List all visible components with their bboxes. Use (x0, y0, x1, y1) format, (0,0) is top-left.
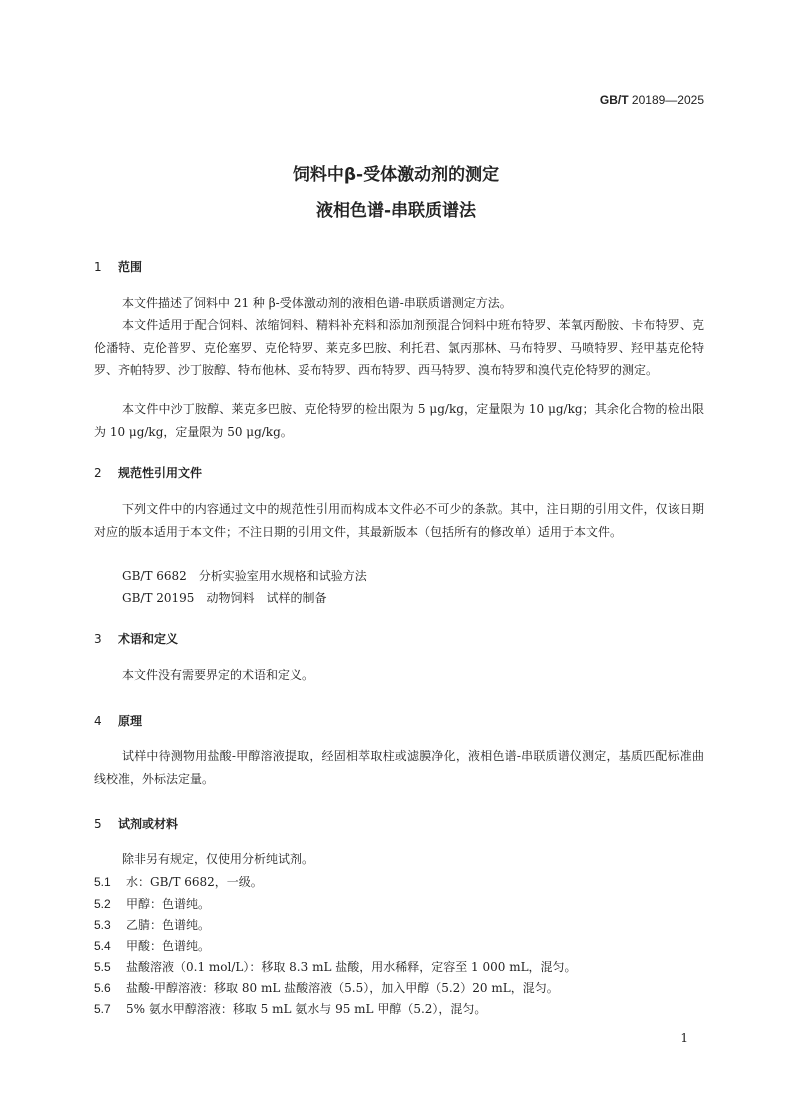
list-item: 5.3 乙腈：色谱纯。 (94, 918, 211, 932)
list-item: 5.7 5% 氨水甲醇溶液：移取 5 mL 氨水与 95 mL 甲醇（5.2），混匀。 (94, 1002, 487, 1016)
list-item: 5.2 甲醇：色谱纯。 (94, 897, 211, 911)
section-1-paragraph-2: 本文件适用于配合饲料、浓缩饲料、精料补充料和添加剂预混合饲料中班布特罗、苯氧丙酚胺、卡布特罗、克伦潘特、克伦普罗、克伦塞罗、克伦特罗、莱克多巴胺、利托君、氯丙那林、马布特罗、马喷特罗、羟甲基克伦特罗、齐帕特罗、沙丁胺醇、特布他林、妥布特罗、西布特罗、西马特罗、溴布特罗和溴代克伦特罗的测定。 (94, 318, 704, 377)
document-title-line1: 饲料中β-受体激动剂的测定 (292, 165, 500, 185)
normative-reference-2: GB/T 20195 动物饲料 试样的制备 (122, 591, 327, 605)
section-2-heading: 2 规范性引用文件 (94, 466, 203, 480)
section-1-heading: 1 范围 (94, 260, 143, 274)
section-3-paragraph-1: 本文件没有需要界定的术语和定义。 (122, 668, 315, 682)
section-5-paragraph-1: 除非另有规定，仅使用分析纯试剂。 (122, 852, 315, 866)
standard-number: GB/T 20189—2025 (599, 93, 704, 107)
section-4-paragraph-1: 试样中待测物用盐酸-甲醇溶液提取，经固相萃取柱或滤膜净化，液相色谱-串联质谱仪测定，基质匹配标准曲线校准，外标法定量。 (94, 749, 704, 786)
list-item: 5.4 甲酸：色谱纯。 (94, 939, 211, 953)
list-item: 5.6 盐酸-甲醇溶液：移取 80 mL 盐酸溶液（5.5），加入甲醇（5.2）20 mL，混匀。 (94, 981, 559, 995)
section-3-heading: 3 术语和定义 (94, 632, 179, 646)
section-1-paragraph-3: 本文件中沙丁胺醇、莱克多巴胺、克伦特罗的检出限为 5 μg/kg，定量限为 10 μg/kg；其余化合物的检出限为 10 μg/kg，定量限为 50 μg/kg。 (94, 402, 704, 439)
section-4-heading: 4 原理 (94, 714, 143, 728)
document-title-line2: 液相色谱-串联质谱法 (315, 201, 477, 221)
normative-reference-1: GB/T 6682 分析实验室用水规格和试验方法 (122, 569, 367, 583)
section-5-heading: 5 试剂或材料 (94, 817, 179, 831)
section-1-paragraph-1: 本文件描述了饲料中 21 种 β-受体激动剂的液相色谱-串联质谱测定方法。 (122, 296, 512, 310)
section-2-paragraph-1: 下列文件中的内容通过文中的规范性引用而构成本文件必不可少的条款。其中，注日期的引用文件，仅该日期对应的版本适用于本文件；不注日期的引用文件，其最新版本（包括所有的修改单）适用于本文件。 (94, 502, 704, 539)
page-number: 1 (680, 1031, 688, 1045)
list-item: 5.5 盐酸溶液（0.1 mol/L）：移取 8.3 mL 盐酸，用水稀释，定容至 1 000 mL，混匀。 (94, 960, 577, 974)
list-item: 5.1 水：GB/T 6682，一级。 (94, 875, 263, 889)
